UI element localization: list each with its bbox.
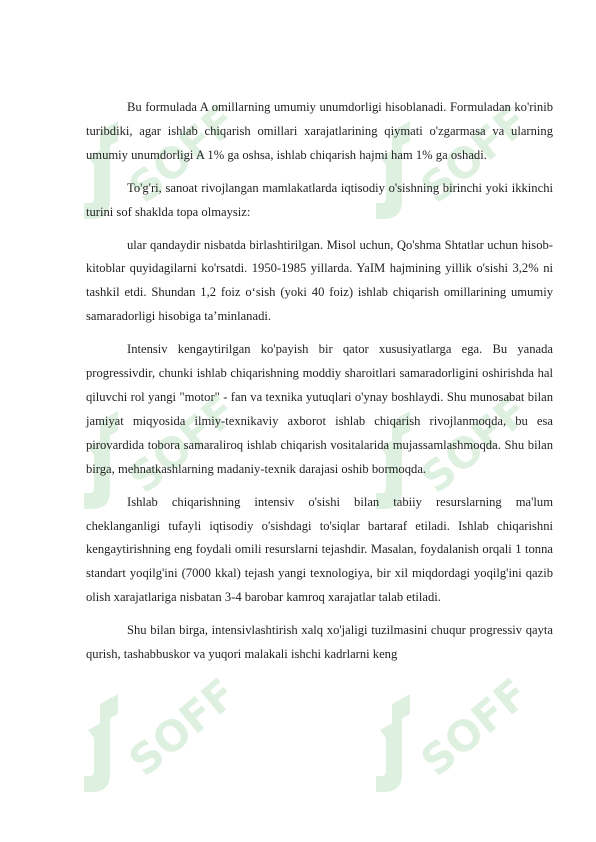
svg-text:SOFF: SOFF <box>411 95 520 213</box>
watermark-logo <box>370 668 520 798</box>
svg-text:SOFF: SOFF <box>119 668 228 786</box>
body-text <box>86 96 553 676</box>
paragraph: Shu bilan birga, intensivlashtirish xalq xo'jaligi tuzilmasini chuqur progressiv qayta qurish, tashabbuskor va yuqori malakali ishchi kadrlarni keng <box>86 623 553 662</box>
paragraph: Ishlab chiqarishning intensiv o'sishi bilan tabiiy resurslarning ma'lum cheklanganligi tufayli iqtisodiy o'sishdagi to'siqlar bartaraf etiladi. Ishlab chiqarishni kengaytirishning eng foydali omili resurslarni tejashdir. Masalan, foydalanish orqali 1 tonna standart yoqilg'ini (7000 kkal) tejash yangi texnologiya, bir xil miqdordagi yoqilg'ini qazib olish xarajatlariga nisbatan 3-4 barobar kamroq xarajatlar talab etiladi. <box>86 494 553 605</box>
watermark-logo-graphic <box>78 668 228 798</box>
svg-text:SOFF: SOFF <box>119 95 228 213</box>
paragraph: To'g'ri, sanoat rivojlangan mamlakatlarda iqtisodiy o'sishning birinchi yoki ikkinchi turini sof shaklda topa olmaysiz: <box>86 180 553 219</box>
watermark-logo <box>78 668 228 798</box>
svg-text:SOFF: SOFF <box>411 668 520 786</box>
svg-text:SOFF: SOFF <box>411 385 520 503</box>
watermark-logo-graphic <box>370 668 520 798</box>
paragraph: ular qandaydir nisbatda birlashtirilgan. Misol uchun, Qo'shma Shtatlar uchun hisob-kitoblar quyidagilarni ko'rsatdi. 1950-1985 yillarda. YaIM hajmining yillik o'sishi 3,2% ni tashkil etdi. Shundan 1,2 foiz o‘sish (yoki 40 foiz) ishlab chiqarish omillarining umumiy samaradorligi hisobiga ta’minlanadi. <box>86 237 553 324</box>
paragraph: Bu formulada A omillarning umumiy unumdorligi hisoblanadi. Formuladan ko'rinib turibdiki, agar ishlab chiqarish omillari xarajatlarining qiymati o'zgarmasa va ularning umumiy unumdorligi A 1% ga oshsa, ishlab chiqarish hajmi ham 1% ga oshadi. <box>86 100 553 162</box>
paragraph: Intensiv kengaytirilgan ko'payish bir qator xususiyatlarga ega. Bu yanada progressivdir, chunki ishlab chiqarishning moddiy sharoitlari samaradorligini oshirishda hal qiluvchi rol yangi "motor" - fan va texnika yutuqlari o'ynay boshlaydi. Shu munosabat bilan jamiyat miqyosida ilmiy-texnikaviy axborot ishlab chiqarish rivojlanmoqda, bu esa pirovardida tobora samaraliroq ishlab chiqarish vositalarida mujassamlashmoqda. Shu bilan birga, mehnatkashlarning madaniy-texnik darajasi oshib bormoqda. <box>86 342 553 476</box>
svg-text:SOFF: SOFF <box>119 385 228 503</box>
